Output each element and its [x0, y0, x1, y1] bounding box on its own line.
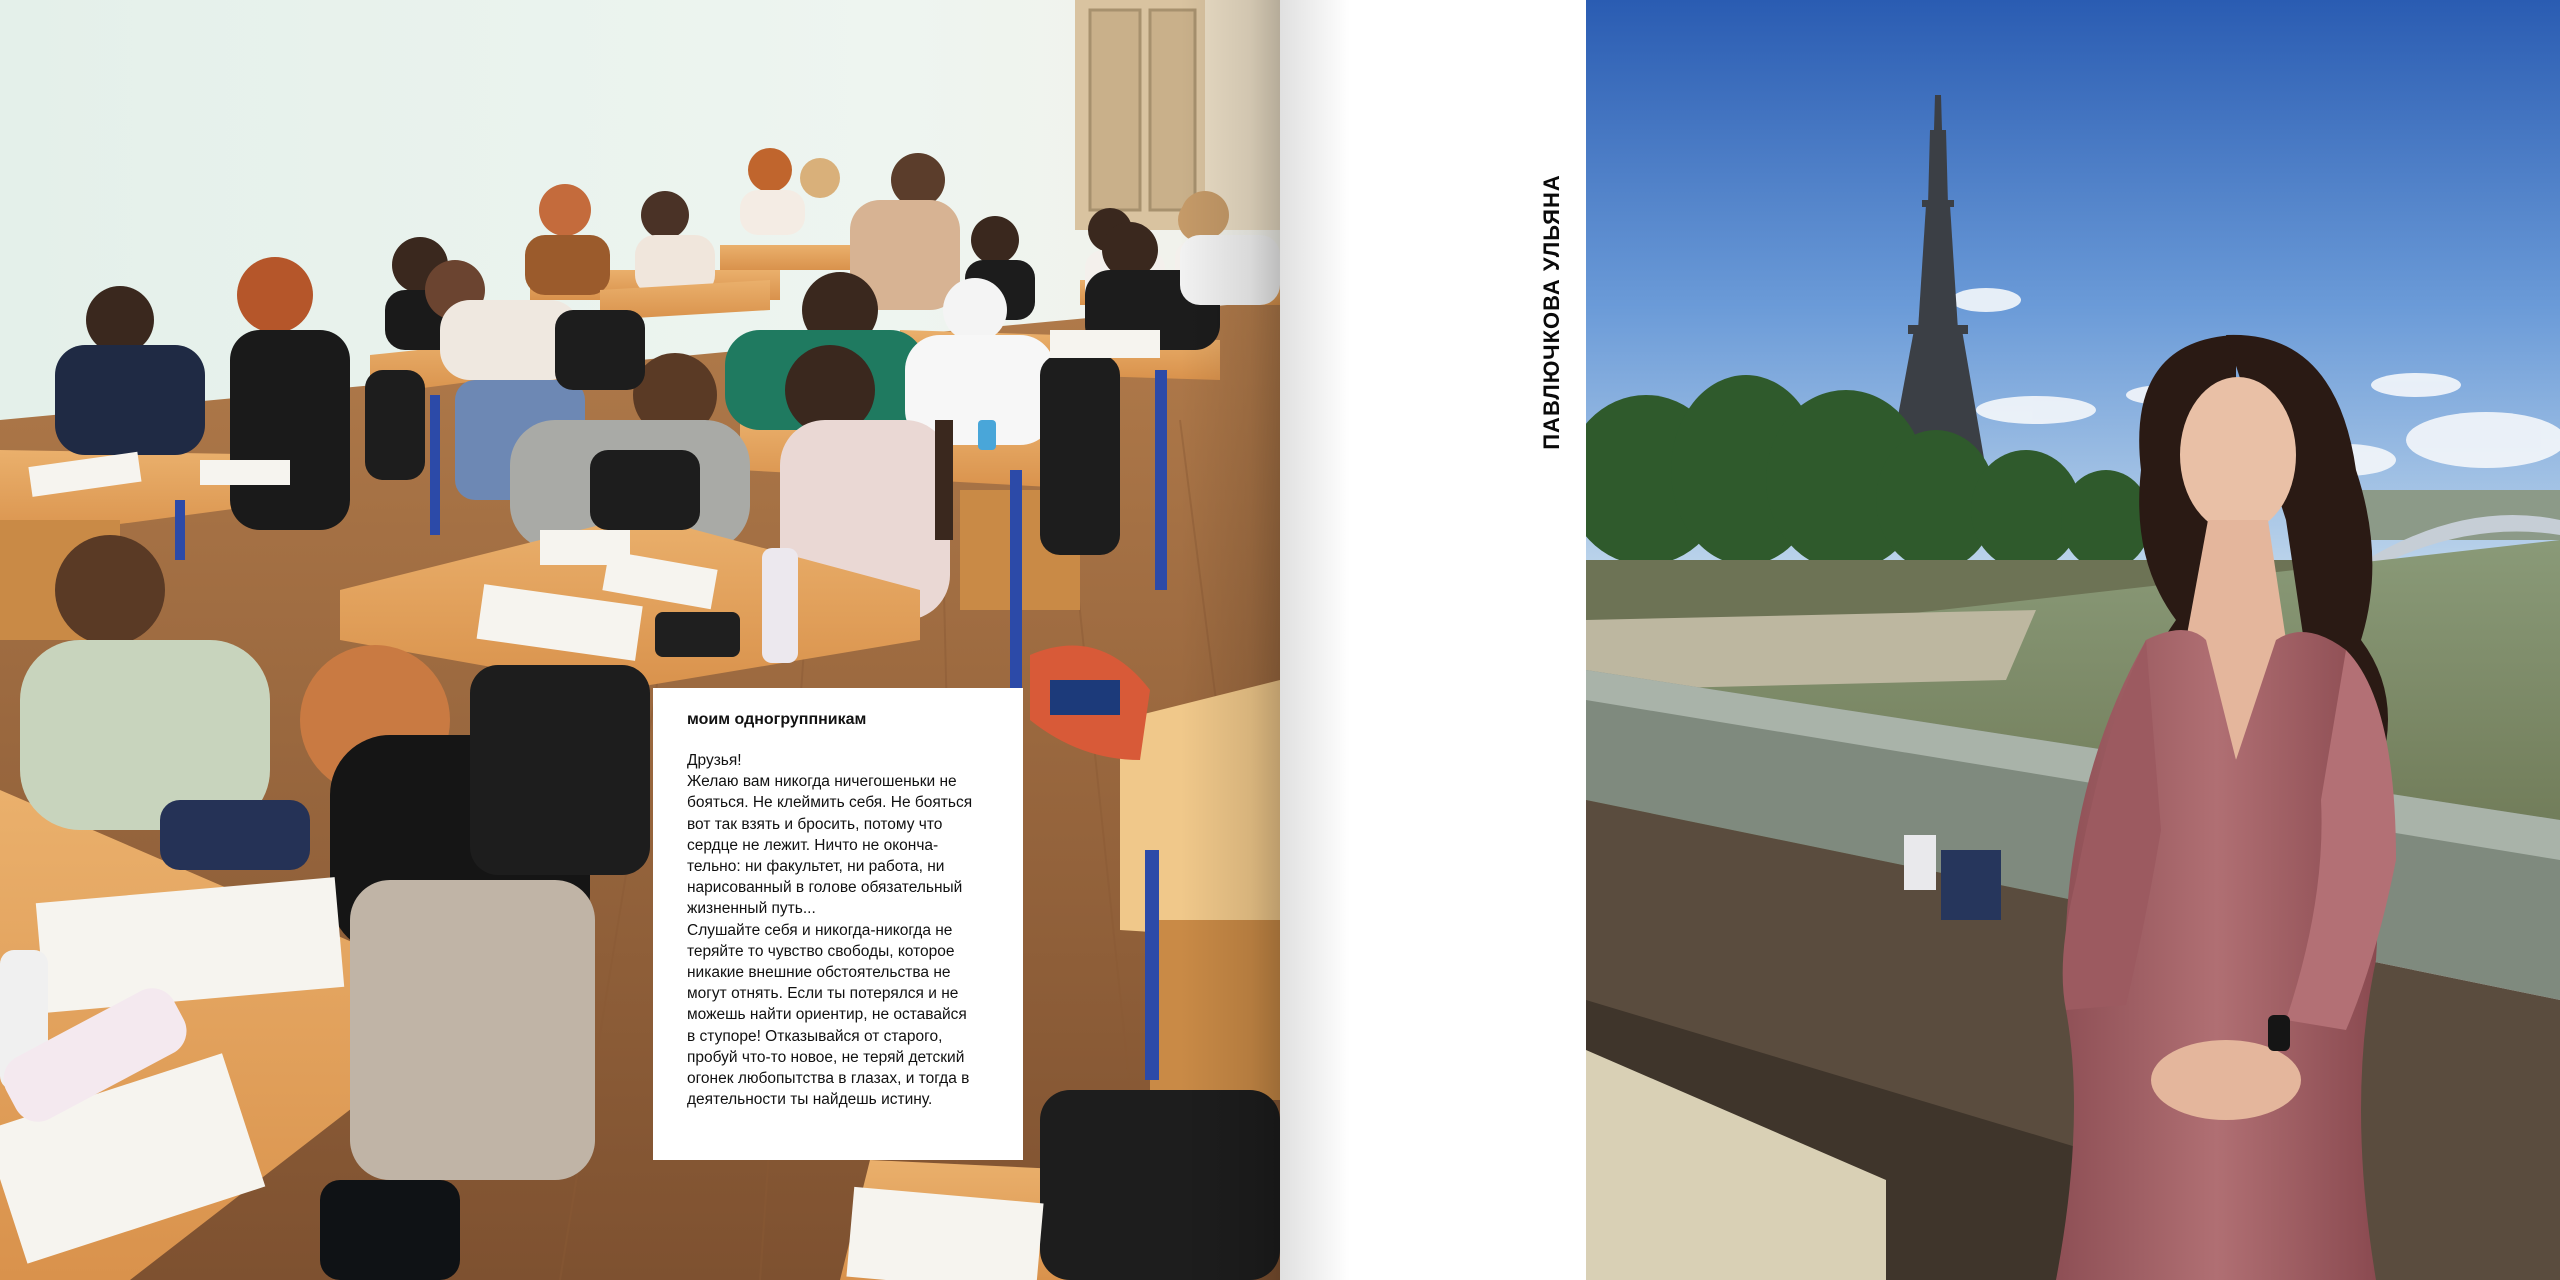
card-body: Желаю вам никогда ничегошеньки не бояться. Не клеймить себя. Не бояться вот так взять и бросить, потому что сердце не лежит. Ничто не оконча- тельно: ни факультет, ни работа, ни нарисованный в голове обязательный жизненный путь... Слушайте себя и никогда-никогда не теряйте то чувство свободы, которое никакие внешние обстоятельства не могут отнять. Если ты потерялся и не можешь найти ориентир, не оставайся в ступоре! Отказывайся от старого, пробуй что-то новое, не теряй детский огонек любопытства в глазах, и тогда в деятельности ты найдешь истину.: [687, 773, 973, 1109]
page-shadow: [1280, 0, 1350, 1280]
student-name: ПАВЛЮЧКОВА УЛЬЯНА: [1539, 174, 1564, 450]
message-card: [653, 688, 1023, 1160]
card-greeting: Друзья!: [687, 752, 742, 769]
card-title: моим одногруппникам: [687, 711, 867, 728]
student-name-label: [1537, 152, 1567, 472]
gutter-shadow: [1180, 0, 1280, 1280]
paris-portrait-photo: [1586, 0, 2560, 1280]
